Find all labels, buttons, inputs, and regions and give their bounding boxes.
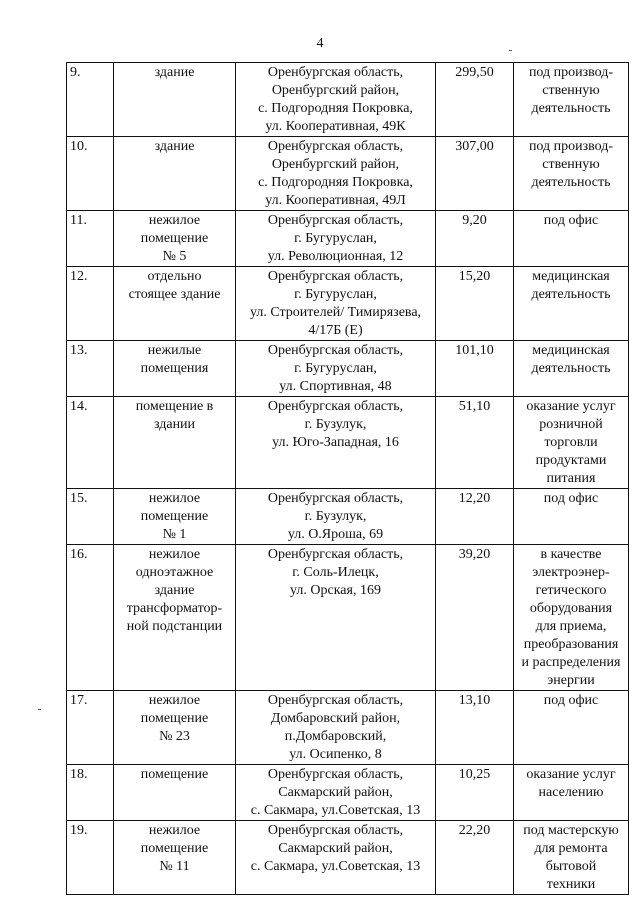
usage-purpose: оказание услуг населению	[514, 765, 629, 821]
object-area: 13,10	[436, 691, 514, 765]
row-number: 17.	[67, 691, 114, 765]
object-area: 299,50	[436, 63, 514, 137]
table-row	[67, 341, 629, 397]
usage-purpose: под офис	[514, 489, 629, 545]
object-type: нежилое одноэтажное здание трансформатор- ной подстанции	[114, 545, 236, 691]
object-address: Оренбургская область, г. Бугуруслан, ул. Строителей/ Тимирязева, 4/17Б (Е)	[236, 267, 436, 341]
usage-purpose: медицинская деятельность	[514, 267, 629, 341]
object-type: помещение	[114, 765, 236, 821]
table-row	[67, 489, 629, 545]
object-area: 10,25	[436, 765, 514, 821]
scan-speck	[38, 709, 41, 710]
object-type: нежилое помещение № 23	[114, 691, 236, 765]
object-area: 22,20	[436, 821, 514, 895]
row-number: 11.	[67, 211, 114, 267]
object-type: нежилые помещения	[114, 341, 236, 397]
row-number: 12.	[67, 267, 114, 341]
table-row	[67, 211, 629, 267]
object-address: Оренбургская область, Сакмарский район, с. Сакмара, ул.Советская, 13	[236, 821, 436, 895]
usage-purpose: медицинская деятельность	[514, 341, 629, 397]
usage-purpose: под офис	[514, 211, 629, 267]
object-address: Оренбургская область, Оренбургский район, с. Подгородняя Покровка, ул. Кооперативная, 49Л	[236, 137, 436, 211]
object-address: Оренбургская область, Сакмарский район, с. Сакмара, ул.Советская, 13	[236, 765, 436, 821]
object-area: 39,20	[436, 545, 514, 691]
object-area: 51,10	[436, 397, 514, 489]
object-type: здание	[114, 137, 236, 211]
table-row	[67, 765, 629, 821]
object-address: Оренбургская область, г. Бугуруслан, ул. Спортивная, 48	[236, 341, 436, 397]
row-number: 19.	[67, 821, 114, 895]
object-type: нежилое помещение № 11	[114, 821, 236, 895]
object-address: Оренбургская область, Оренбургский район, с. Подгородняя Покровка, ул. Кооперативная, 49К	[236, 63, 436, 137]
object-address: Оренбургская область, Домбаровский район, п.Домбаровский, ул. Осипенко, 8	[236, 691, 436, 765]
object-address: Оренбургская область, г. Соль-Илецк, ул. Орская, 169	[236, 545, 436, 691]
row-number: 9.	[67, 63, 114, 137]
object-type: здание	[114, 63, 236, 137]
property-table	[66, 62, 629, 895]
table-row	[67, 267, 629, 341]
row-number: 15.	[67, 489, 114, 545]
object-type: отдельно стоящее здание	[114, 267, 236, 341]
property-table-body	[67, 63, 629, 895]
usage-purpose: под производ- ственную деятельность	[514, 137, 629, 211]
row-number: 13.	[67, 341, 114, 397]
row-number: 14.	[67, 397, 114, 489]
row-number: 10.	[67, 137, 114, 211]
object-address: Оренбургская область, г. Бузулук, ул. Юго-Западная, 16	[236, 397, 436, 489]
table-row	[67, 691, 629, 765]
object-area: 307,00	[436, 137, 514, 211]
usage-purpose: под производ- ственную деятельность	[514, 63, 629, 137]
table-row	[67, 137, 629, 211]
table-row	[67, 821, 629, 895]
scan-speck	[509, 50, 512, 51]
usage-purpose: в качестве электроэнер- гетического оборудования для приема, преобразования и распределения энергии	[514, 545, 629, 691]
usage-purpose: оказание услуг розничной торговли продуктами питания	[514, 397, 629, 489]
object-address: Оренбургская область, г. Бугуруслан, ул. Революционная, 12	[236, 211, 436, 267]
object-area: 12,20	[436, 489, 514, 545]
object-type: нежилое помещение № 5	[114, 211, 236, 267]
page-number: 4	[316, 36, 324, 51]
table-row	[67, 545, 629, 691]
object-type: помещение в здании	[114, 397, 236, 489]
object-type: нежилое помещение № 1	[114, 489, 236, 545]
row-number: 18.	[67, 765, 114, 821]
usage-purpose: под офис	[514, 691, 629, 765]
object-area: 15,20	[436, 267, 514, 341]
table-row	[67, 397, 629, 489]
row-number: 16.	[67, 545, 114, 691]
object-area: 101,10	[436, 341, 514, 397]
object-area: 9,20	[436, 211, 514, 267]
object-address: Оренбургская область, г. Бузулук, ул. О.Яроша, 69	[236, 489, 436, 545]
usage-purpose: под мастерскую для ремонта бытовой техники	[514, 821, 629, 895]
table-row	[67, 63, 629, 137]
